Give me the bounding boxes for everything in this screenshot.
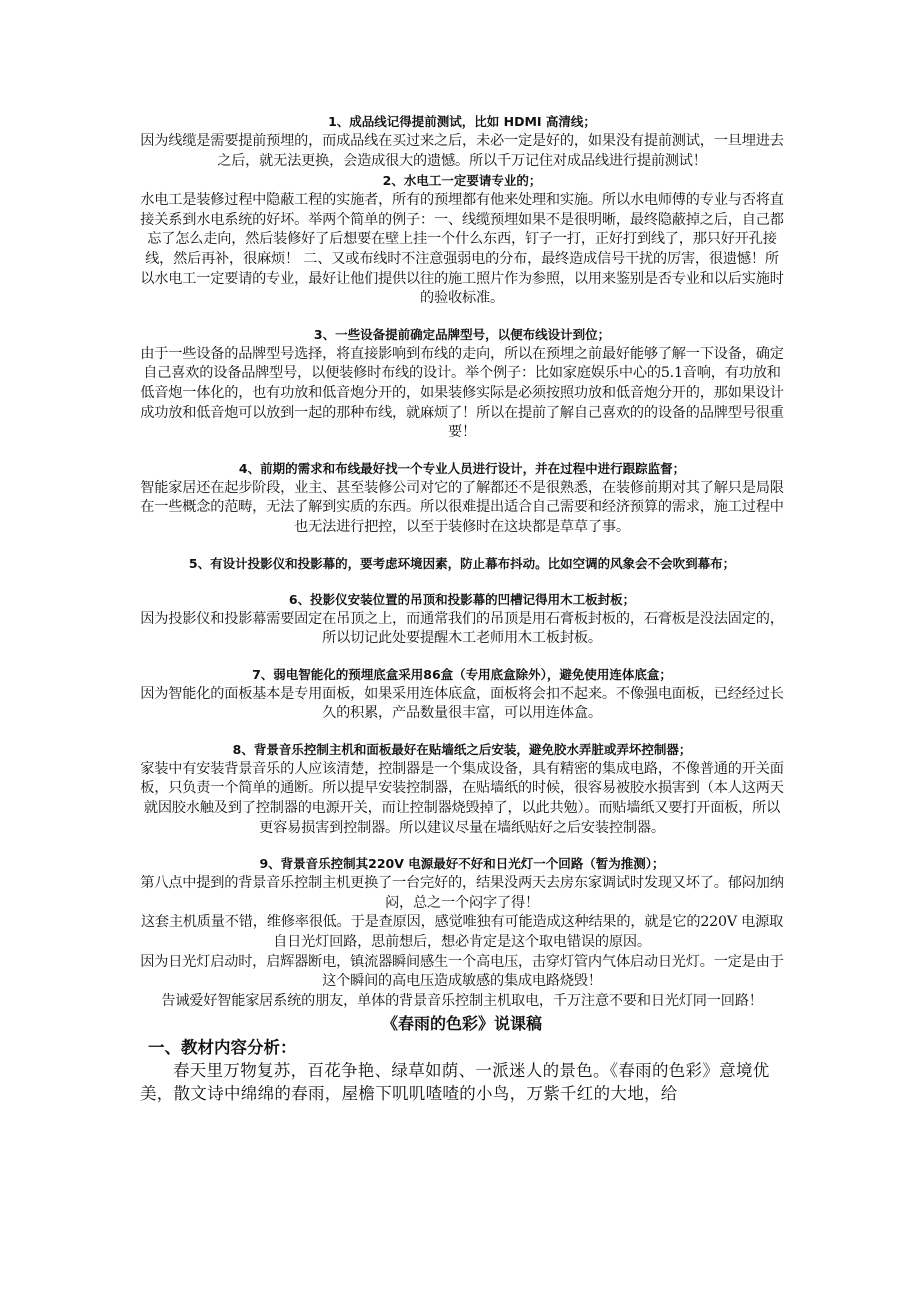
section-body: 由于一些设备的品牌型号选择，将直接影响到布线的走向，所以在预埋之前最好能够了解一下设备，确定自己喜欢的设备品牌型号，以便装修时布线的设计。举个例子：比如家庭娱乐中心的5.1音响，有功放和低音炮一体化的，也有功放和低音炮分开的，如果装修实际是必须按照功放和低音炮分开的，那如果设计成功放和低音炮可以放到一起的那种布线，就麻烦了！所以在提前了解自己喜欢的的设备的品牌型号很重要！ [140,345,784,441]
lesson-title: 《春雨的色彩》说课稿 [381,1014,542,1034]
section-heading: 2、水电工一定要请专业的； [382,173,542,189]
section-4 [140,459,784,538]
lesson-body: 春天里万物复苏，百花争艳、绿草如荫、一派迷人的景色。《春雨的色彩》意境优美，散文诗中绵绵的春雨，屋檐下叽叽喳喳的小鸟，万紫千红的大地，给 [140,1061,770,1104]
section-7 [140,665,784,724]
section-heading: 4、前期的需求和布线最好找一个专业人员进行设计，并在过程中进行跟踪监督； [238,460,686,476]
lesson-section-heading: 一、教材内容分析： [148,1038,297,1058]
section-body: 因为智能化的面板基本是专用面板，如果采用连体底盒，面板将会扣不起来。不像强电面板，已经经过长久的积累，产品数量很丰富，可以用连体盒。 [140,685,784,722]
section-body: 智能家居还在起步阶段，业主、甚至装修公司对它的了解都还不是很熟悉，在装修前期对其了解只是局限在一些概念的范畴，无法了解到实质的东西。所以很难提出适合自己需要和经济预算的需求，施工过程中也无法进行把控，以至于装修时在这块都是草草了事。 [140,479,784,535]
section-3 [140,325,784,443]
section-body: 因为投影仪和投影幕需要固定在吊顶之上，而通常我们的吊顶是用石膏板封板的，石膏板是没法固定的，所以切记此处要提醒木工老师用木工板封板。 [140,610,784,647]
section-6 [140,590,784,649]
section-heading: 1、成品线记得提前测试，比如 HDMI 高清线； [328,114,596,129]
section-body: 家装中有安装背景音乐的人应该清楚，控制器是一个集成设备，具有精密的集成电路，不像普通的开关面板，只负责一个简单的通断。所以提早安装控制器，在贴墙纸的时候，很容易被胶水损害到（本人这两天就因胶水触及到了控制器的电源开关，而让控制器烧毁掉了，以此共勉）。而贴墙纸又要打开面板，所以更容易损害到控制器。所以建议尽量在墙纸贴好之后安装控制器。 [140,760,784,836]
section-9 [140,854,784,1011]
section-body: 第八点中提到的背景音乐控制主机更换了一台完好的，结果没两天去房东家调试时发现又坏了。郁闷加纳闷，总之一个闷字了得！ 这套主机质量不错，维修率很低。于是查原因，感觉唯独有可能造成这种结果的，就是它的220V 电源取自日光灯回路，思前想后，想必肯定是这个取电错误的原因。 因为日光灯启动时，启辉器断电，镇流器瞬间感生一个高电压，击穿灯管内气体启动日光灯。一定是由于这个瞬间的高电压造成敏感的集成电路烧毁！ 告诫爱好智能家居系统的朋友，单体的背景音乐控制主机取电，千万注意不要和日光灯同一回路！ [140,875,784,1009]
section-heading: 8、背景音乐控制主机和面板最好在贴墙纸之后安装，避免胶水弄脏或弄坏控制器； [232,741,692,757]
section-5 [140,554,784,574]
document-page [140,112,784,1105]
section-1 [140,112,784,171]
section-heading: 6、投影仪安装位置的吊顶和投影幕的凹槽记得用木工板封板； [288,591,636,607]
section-heading: 3、一些设备提前确定品牌型号，以便布线设计到位； [313,326,611,342]
section-body: 水电工是装修过程中隐蔽工程的实施者，所有的预埋都有他来处理和实施。所以水电师傅的专业与否将直接关系到水电系统的好坏。举两个简单的例子：一、线缆预埋如果不是很明晰，最终隐蔽掉之后，自己都忘了怎么走向，然后装修好了后想要在壁上挂一个什么东西，钉子一打，正好打到线了，那只好开孔接线，然后再补，很麻烦！ 二、又或布线时不注意强弱电的分布，最终造成信号干扰的厉害，很遗憾！所以水电工一定要请的专业，最好让他们提供以往的施工照片作为参照，以用来鉴别是否专业和以后实施时的验收标准。 [140,192,784,307]
section-body: 因为线缆是需要提前预埋的，而成品线在买过来之后，未必一定是好的，如果没有提前测试，一旦埋进去之后，就无法更换，会造成很大的遗憾。所以千万记住对成品线进行提前测试！ [140,133,784,169]
section-heading: 9、背景音乐控制其220V 电源最好不好和日光灯一个回路（暂为推测）； [259,856,665,872]
section-8 [140,740,784,838]
lesson-plan [140,1013,784,1105]
section-heading: 7、弱电智能化的预埋底盒采用86盒（专用底盒除外），避免使用连体底盒； [252,666,672,682]
section-2 [140,171,784,309]
section-heading: 5、有设计投影仪和投影幕的，要考虑环境因素，防止幕布抖动。比如空调的风象会不会吹到幕布； [188,555,736,571]
